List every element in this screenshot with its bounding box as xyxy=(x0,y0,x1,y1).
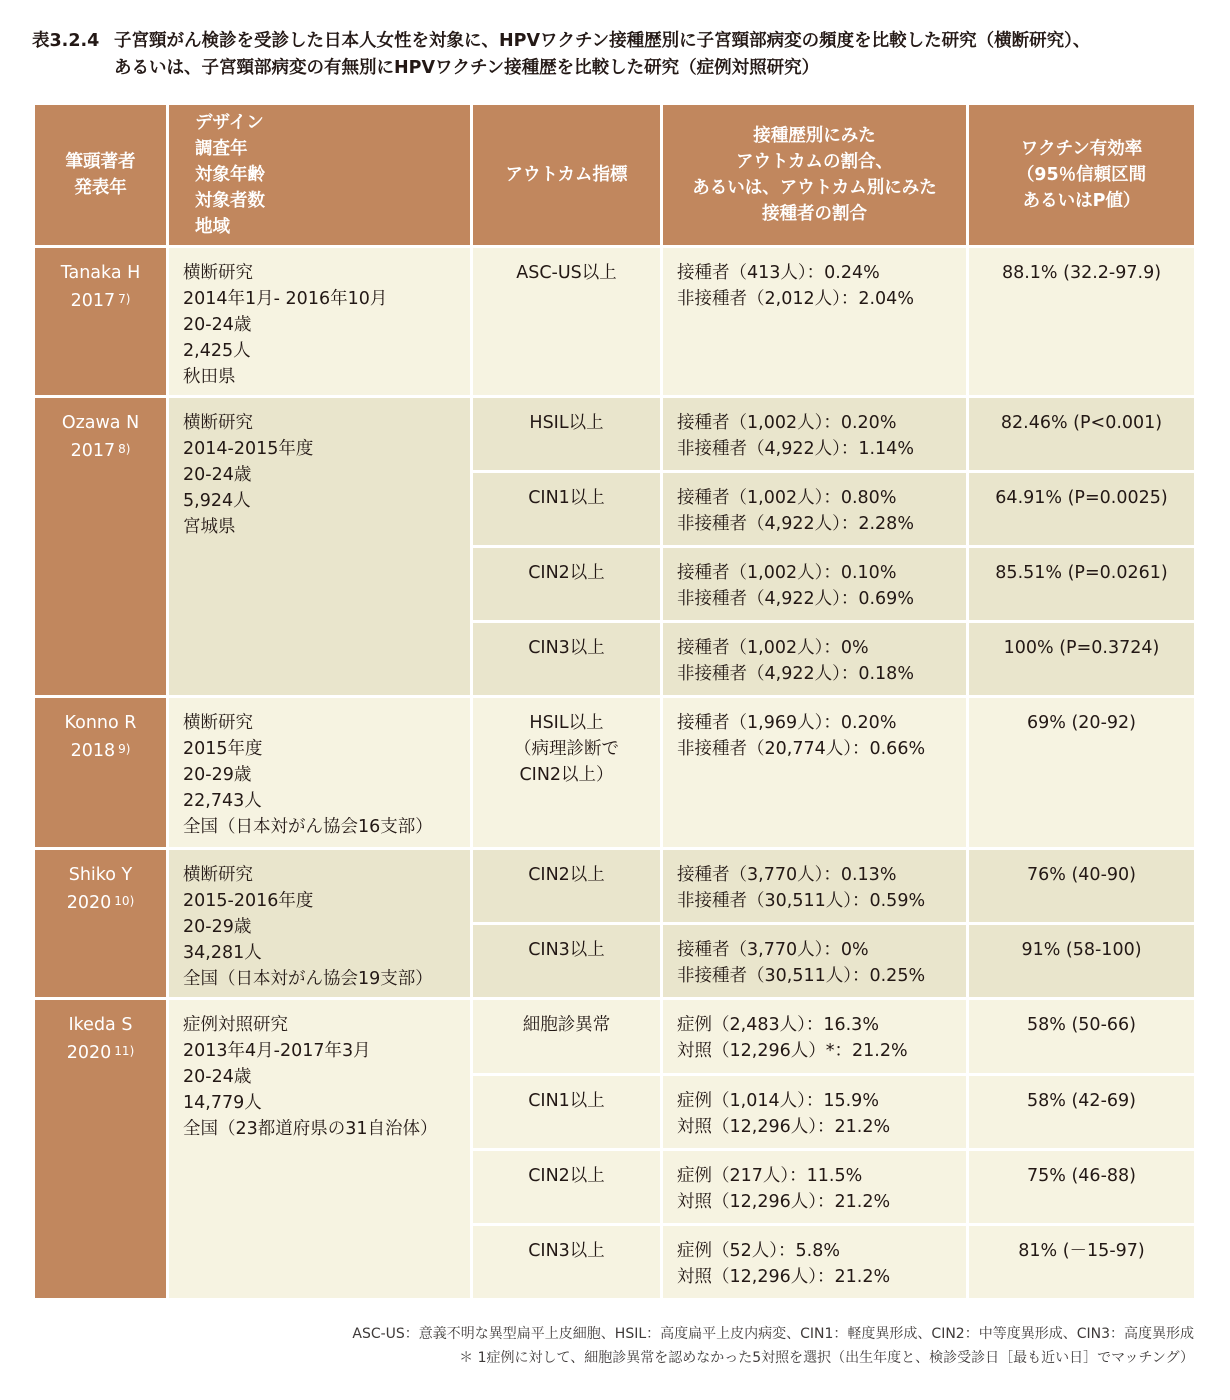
table-row xyxy=(34,247,1196,397)
header-text: （95％信頼区間 xyxy=(1016,165,1147,185)
design-line: 横断研究 xyxy=(183,713,253,733)
efficacy-value: 85.51% (P=0.0261) xyxy=(995,563,1168,583)
ratio-cell xyxy=(662,397,968,472)
outcome-line: CIN2以上 xyxy=(528,865,605,885)
outcome-cell xyxy=(472,697,662,849)
ratio-line: 接種者（1,002人）：0.80% xyxy=(677,488,897,508)
ratio-line: 症例（1,014人）：15.9% xyxy=(677,1091,879,1111)
ratio-line: 接種者（1,002人）：0.10% xyxy=(677,563,897,583)
study-table xyxy=(32,102,1197,1301)
design-cell xyxy=(168,999,472,1300)
header-text: 対象年齢 xyxy=(195,165,265,185)
table-row xyxy=(34,849,1196,924)
design-cell xyxy=(168,697,472,849)
efficacy-value: 58% (42-69) xyxy=(1027,1091,1136,1111)
reference-number: 7) xyxy=(118,292,131,306)
ratio-cell xyxy=(662,697,968,849)
header-efficacy xyxy=(968,104,1196,247)
efficacy-cell xyxy=(968,999,1196,1075)
ratio-line: 対照（12,296人）：21.2% xyxy=(677,1117,891,1137)
header-text: デザイン xyxy=(195,113,264,133)
efficacy-cell xyxy=(968,1225,1196,1300)
efficacy-value: 58% (50-66) xyxy=(1027,1015,1136,1035)
outcome-line: CIN2以上） xyxy=(519,765,614,785)
outcome-cell xyxy=(472,849,662,924)
outcome-cell xyxy=(472,1150,662,1225)
ratio-line: 非接種者（30,511人）：0.25% xyxy=(677,966,926,986)
efficacy-cell xyxy=(968,547,1196,622)
design-line: 宮城県 xyxy=(183,517,236,537)
design-line: 症例対照研究 xyxy=(183,1015,288,1035)
header-outcome xyxy=(472,104,662,247)
table-body xyxy=(34,247,1196,1300)
author-year xyxy=(49,436,152,464)
header-row xyxy=(34,104,1196,247)
reference-number: 8) xyxy=(118,442,131,456)
efficacy-cell xyxy=(968,849,1196,924)
efficacy-value: 81% (－15-97) xyxy=(1018,1241,1145,1261)
efficacy-cell xyxy=(968,247,1196,397)
author-cell xyxy=(34,697,168,849)
header-text: あるいはP値） xyxy=(1022,191,1141,211)
header-text: 対象者数 xyxy=(195,191,265,211)
design-line: 34,281人 xyxy=(183,943,262,963)
design-line: 20-24歳 xyxy=(183,1067,252,1087)
efficacy-value: 100% (P=0.3724) xyxy=(1003,638,1160,658)
design-line: 横断研究 xyxy=(183,413,253,433)
design-line: 2013年4月-2017年3月 xyxy=(183,1041,371,1061)
ratio-line: 対照（12,296人）：21.2% xyxy=(677,1192,891,1212)
design-line: 20-29歳 xyxy=(183,917,252,937)
outcome-cell xyxy=(472,397,662,472)
outcome-line: HSIL以上 xyxy=(529,713,604,733)
ratio-line: 非接種者（4,922人）：2.28% xyxy=(677,514,914,534)
header-text: 地域 xyxy=(195,217,230,237)
header-author xyxy=(34,104,168,247)
author-cell xyxy=(34,247,168,397)
header-text: 発表年 xyxy=(74,178,127,198)
efficacy-value: 69% (20-92) xyxy=(1027,713,1136,733)
author-name: Shiko Y xyxy=(68,865,133,885)
author-name: Konno R xyxy=(64,713,137,733)
design-line: 全国（23都道府県の31自治体） xyxy=(183,1119,438,1139)
design-line: 横断研究 xyxy=(183,865,253,885)
design-cell xyxy=(168,397,472,697)
header-text: 接種歴別にみた xyxy=(753,126,876,146)
caption-line-1 xyxy=(32,28,1202,55)
outcome-cell xyxy=(472,1075,662,1150)
ratio-cell xyxy=(662,247,968,397)
design-line: 全国（日本対がん協会16支部） xyxy=(183,817,433,837)
footnote-controls: ＊ 1症例に対して、細胞診異常を認めなかった5対照を選択（出生年度と、検診受診日［最も近い日］でマッチング） xyxy=(459,1350,1194,1366)
header-design xyxy=(168,104,472,247)
header-text: アウトカム指標 xyxy=(505,165,628,185)
reference-number: 9) xyxy=(118,742,131,756)
author-cell xyxy=(34,999,168,1300)
author-cell xyxy=(34,397,168,697)
design-cell xyxy=(168,247,472,397)
outcome-cell xyxy=(472,1225,662,1300)
header-text: あるいは、アウトカム別にみた xyxy=(692,178,937,198)
table-row xyxy=(34,999,1196,1075)
ratio-line: 症例（217人）：11.5% xyxy=(677,1166,863,1186)
header-text: アウトカムの割合、 xyxy=(736,152,893,172)
efficacy-cell xyxy=(968,472,1196,547)
ratio-cell xyxy=(662,924,968,999)
ratio-line: 非接種者（30,511人）：0.59% xyxy=(677,891,926,911)
outcome-line: CIN2以上 xyxy=(528,1166,605,1186)
ratio-line: 非接種者（4,922人）：1.14% xyxy=(677,439,914,459)
outcome-line: CIN3以上 xyxy=(528,1241,605,1261)
outcome-cell xyxy=(472,247,662,397)
ratio-cell xyxy=(662,1150,968,1225)
author-name: Tanaka H xyxy=(60,263,141,283)
outcome-line: CIN1以上 xyxy=(528,1091,605,1111)
ratio-line: 症例（2,483人）：16.3% xyxy=(677,1015,879,1035)
footnotes xyxy=(352,1322,1194,1370)
outcome-cell xyxy=(472,547,662,622)
ratio-line: 症例（52人）：5.8% xyxy=(677,1241,840,1261)
ratio-line: 接種者（3,770人）：0% xyxy=(677,940,869,960)
header-text: ワクチン有効率 xyxy=(1020,139,1143,159)
outcome-line: ASC-US以上 xyxy=(516,263,617,283)
design-line: 22,743人 xyxy=(183,791,262,811)
year-text: 2017 xyxy=(70,291,116,311)
outcome-line: CIN1以上 xyxy=(528,488,605,508)
efficacy-cell xyxy=(968,1075,1196,1150)
footnote-abbreviations: ASC-US：意義不明な異型扁平上皮細胞、HSIL：高度扁平上皮内病変、CIN1：軽度異形成、CIN2：中等度異形成、CIN3：高度異形成 xyxy=(352,1326,1194,1342)
outcome-cell xyxy=(472,999,662,1075)
author-year xyxy=(49,888,152,916)
year-text: 2020 xyxy=(66,1043,112,1063)
efficacy-cell xyxy=(968,397,1196,472)
ratio-cell xyxy=(662,622,968,697)
design-line: 横断研究 xyxy=(183,263,253,283)
design-line: 2015-2016年度 xyxy=(183,891,314,911)
efficacy-cell xyxy=(968,697,1196,849)
caption-line-2: あるいは、子宮頸部病変の有無別にHPVワクチン接種歴を比較した研究（症例対照研究） xyxy=(114,58,820,78)
header-text: 調査年 xyxy=(195,139,248,159)
author-year xyxy=(49,1038,152,1066)
year-text: 2020 xyxy=(66,893,112,913)
design-line: 2,425人 xyxy=(183,341,251,361)
efficacy-value: 76% (40-90) xyxy=(1027,865,1136,885)
table-row xyxy=(34,697,1196,849)
ratio-cell xyxy=(662,1075,968,1150)
design-cell xyxy=(168,849,472,999)
outcome-line: （病理診断で xyxy=(514,739,619,759)
ratio-line: 接種者（1,969人）：0.20% xyxy=(677,713,897,733)
outcome-line: HSIL以上 xyxy=(529,413,604,433)
ratio-line: 非接種者（4,922人）：0.18% xyxy=(677,664,914,684)
outcome-line: CIN2以上 xyxy=(528,563,605,583)
ratio-cell xyxy=(662,547,968,622)
outcome-cell xyxy=(472,622,662,697)
efficacy-value: 82.46% (P<0.001) xyxy=(1000,413,1163,433)
table-caption xyxy=(32,28,1202,82)
header-text: 筆頭著者 xyxy=(65,152,136,172)
efficacy-cell xyxy=(968,1150,1196,1225)
outcome-cell xyxy=(472,924,662,999)
design-line: 2014年1月- 2016年10月 xyxy=(183,289,388,309)
ratio-line: 接種者（3,770人）：0.13% xyxy=(677,865,897,885)
outcome-line: 細胞診異常 xyxy=(522,1015,611,1035)
table-row xyxy=(34,397,1196,472)
author-cell xyxy=(34,849,168,999)
author-name: Ozawa N xyxy=(61,413,140,433)
design-line: 2015年度 xyxy=(183,739,263,759)
outcome-line: CIN3以上 xyxy=(528,940,605,960)
outcome-line: CIN3以上 xyxy=(528,638,605,658)
caption-label: 表3.2.4 xyxy=(32,31,100,51)
ratio-cell xyxy=(662,1225,968,1300)
ratio-line: 対照（12,296人）*：21.2% xyxy=(677,1041,908,1061)
author-name: Ikeda S xyxy=(68,1015,133,1035)
ratio-line: 非接種者（4,922人）：0.69% xyxy=(677,589,914,609)
design-line: 20-29歳 xyxy=(183,765,252,785)
ratio-line: 非接種者（2,012人）：2.04% xyxy=(677,289,914,309)
efficacy-value: 91% (58-100) xyxy=(1021,940,1142,960)
design-line: 全国（日本対がん協会19支部） xyxy=(183,969,433,989)
design-line: 秋田県 xyxy=(183,367,236,387)
header-text: 接種者の割合 xyxy=(762,204,867,224)
efficacy-value: 88.1% (32.2-97.9) xyxy=(1001,263,1162,283)
year-text: 2018 xyxy=(70,741,116,761)
year-text: 2017 xyxy=(70,441,116,461)
header-ratio xyxy=(662,104,968,247)
ratio-line: 接種者（1,002人）：0.20% xyxy=(677,413,897,433)
efficacy-cell xyxy=(968,622,1196,697)
author-year xyxy=(49,736,152,764)
design-line: 2014-2015年度 xyxy=(183,439,314,459)
caption-text-1: 子宮頸がん検診を受診した日本人女性を対象に、HPVワクチン接種歴別に子宮頸部病変の頻度を比較した研究（横断研究）、 xyxy=(114,31,1091,51)
ratio-line: 対照（12,296人）：21.2% xyxy=(677,1267,891,1287)
design-line: 14,779人 xyxy=(183,1093,262,1113)
outcome-cell xyxy=(472,472,662,547)
ratio-cell xyxy=(662,849,968,924)
reference-number: 10) xyxy=(114,894,135,908)
efficacy-cell xyxy=(968,924,1196,999)
efficacy-value: 75% (46-88) xyxy=(1027,1166,1136,1186)
design-line: 5,924人 xyxy=(183,491,251,511)
ratio-cell xyxy=(662,472,968,547)
design-line: 20-24歳 xyxy=(183,315,252,335)
ratio-cell xyxy=(662,999,968,1075)
author-year xyxy=(49,286,152,314)
design-line: 20-24歳 xyxy=(183,465,252,485)
ratio-line: 非接種者（20,774人）：0.66% xyxy=(677,739,926,759)
ratio-line: 接種者（1,002人）：0% xyxy=(677,638,869,658)
efficacy-value: 64.91% (P=0.0025) xyxy=(995,488,1168,508)
ratio-line: 接種者（413人）：0.24% xyxy=(677,263,880,283)
reference-number: 11) xyxy=(114,1044,135,1058)
